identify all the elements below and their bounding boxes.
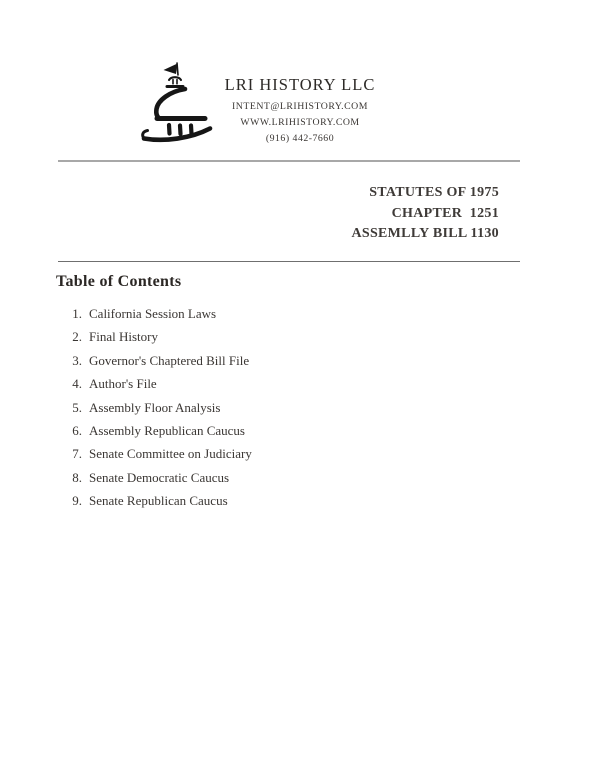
bill-line: ASSEMLLY BILL 1130	[351, 226, 499, 242]
toc-item-number: 7.	[72, 446, 82, 462]
toc-item-number: 4.	[72, 376, 82, 392]
toc-item-label: Senate Committee on Judiciary	[89, 446, 252, 462]
company-phone: (916) 442-7660	[265, 132, 335, 144]
company-name: LRI HISTORY LLC	[224, 75, 376, 94]
toc-item	[69, 442, 252, 465]
toc-item	[69, 419, 252, 442]
toc-item-label: Final History	[89, 329, 158, 345]
toc-item-number: 2.	[72, 329, 82, 345]
toc-item-label: Governor's Chaptered Bill File	[89, 352, 250, 368]
toc-item-number: 3.	[72, 352, 82, 368]
contact-block	[170, 99, 430, 146]
toc-item	[69, 466, 252, 489]
company-website: WWW.LRIHISTORY.COM	[240, 116, 360, 128]
divider-top	[58, 160, 520, 162]
toc-item-label: Assembly Floor Analysis	[89, 399, 221, 415]
toc-item-number: 6.	[72, 422, 82, 438]
toc-list	[69, 302, 252, 513]
toc-item-number: 5.	[72, 399, 82, 415]
toc-item	[69, 302, 252, 325]
document-info-block	[351, 183, 499, 245]
toc-title: Table of Contents	[56, 273, 182, 290]
toc-item-number: 1.	[72, 306, 82, 321]
toc-item	[69, 349, 252, 372]
toc-item-number: 8.	[72, 469, 82, 485]
company-email: INTENT@LRIHISTORY.COM	[232, 101, 368, 112]
statutes-line: STATUTES OF 1975	[369, 185, 499, 200]
toc-item	[69, 372, 252, 395]
chapter-line: CHAPTER 1251	[391, 205, 499, 221]
toc-item-label: Author's File	[89, 376, 157, 392]
toc-item-label: Assembly Republican Caucus	[89, 422, 245, 438]
toc-item-label: California Session Laws	[89, 306, 217, 321]
toc-item-number: 9.	[72, 493, 82, 509]
toc-item	[69, 325, 252, 348]
toc-item	[69, 489, 252, 512]
toc-item	[69, 396, 252, 419]
toc-item-label: Senate Republican Caucus	[89, 493, 228, 509]
divider-middle	[58, 261, 520, 262]
toc-item-label: Senate Democratic Caucus	[89, 469, 230, 485]
letterhead	[170, 75, 430, 146]
